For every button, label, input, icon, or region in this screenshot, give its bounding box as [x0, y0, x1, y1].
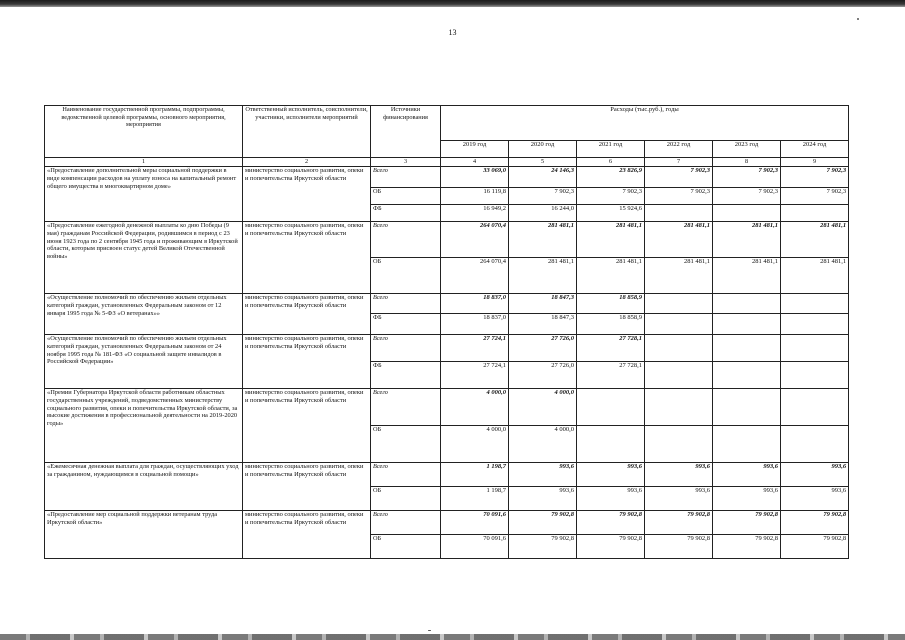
- measure-name: «Ежемесячная денежная выплата для граждан, осуществляющих уход за гражданином, нуждающимся в социальной помощи»: [45, 463, 243, 511]
- expense-value: [713, 314, 781, 335]
- expense-value: 281 481,1: [577, 222, 645, 258]
- expense-value: 7 902,3: [509, 188, 577, 205]
- expense-value: [781, 362, 849, 389]
- funding-source: Всего: [371, 335, 441, 362]
- funding-source: ОБ: [371, 487, 441, 511]
- expense-value: 1 198,7: [441, 487, 509, 511]
- column-number: 4: [441, 158, 509, 167]
- expense-value: 281 481,1: [577, 258, 645, 294]
- expense-value: 264 070,4: [441, 258, 509, 294]
- expense-value: [645, 389, 713, 426]
- expense-value: 79 902,8: [645, 511, 713, 535]
- expense-value: 16 949,2: [441, 205, 509, 222]
- expense-value: [645, 205, 713, 222]
- header-year: 2020 год: [509, 141, 577, 158]
- expense-value: [645, 314, 713, 335]
- column-number: 5: [509, 158, 577, 167]
- expense-value: 27 724,1: [441, 362, 509, 389]
- expense-value: 18 858,9: [577, 314, 645, 335]
- expense-value: 7 902,3: [781, 167, 849, 188]
- column-number-row: [45, 158, 849, 167]
- expense-value: [713, 362, 781, 389]
- expense-value: 264 070,4: [441, 222, 509, 258]
- expense-value: [577, 389, 645, 426]
- header-year: 2021 год: [577, 141, 645, 158]
- expense-value: 281 481,1: [509, 222, 577, 258]
- expense-value: 281 481,1: [781, 222, 849, 258]
- expense-value: 27 728,1: [577, 362, 645, 389]
- expense-value: 281 481,1: [509, 258, 577, 294]
- header-year: 2022 год: [645, 141, 713, 158]
- scan-edge-bottom: [0, 634, 905, 640]
- expense-value: [713, 294, 781, 314]
- expense-value: [645, 362, 713, 389]
- header-expenses: Расходы (тыс.руб.), годы: [441, 106, 849, 141]
- measure-name: «Предоставление дополнительной меры социальной поддержки в виде компенсации расходов на уплату взноса на капитальный ремонт общего имущества в многоквартирном доме»: [45, 167, 243, 222]
- expense-value: [781, 294, 849, 314]
- expense-value: 70 091,6: [441, 511, 509, 535]
- expense-value: [781, 335, 849, 362]
- column-number: 9: [781, 158, 849, 167]
- expense-value: 15 924,6: [577, 205, 645, 222]
- expense-value: 993,6: [509, 487, 577, 511]
- expense-value: 993,6: [509, 463, 577, 487]
- column-number: 2: [243, 158, 371, 167]
- table-row: [45, 294, 849, 314]
- funding-source: Всего: [371, 463, 441, 487]
- measure-name: «Премии Губернатора Иркутской области работникам областных государственных учреждений, подведомственных министерству социального развития, опеки и попечительства Иркутской области, за высокие достижения в профессиональной деятельности на 2019-2020 годы»: [45, 389, 243, 463]
- funding-source: ОБ: [371, 258, 441, 294]
- expense-value: 33 069,0: [441, 167, 509, 188]
- funding-source: Всего: [371, 511, 441, 535]
- executor-name: министерство социального развития, опеки и попечительства Иркутской области: [243, 463, 371, 511]
- expense-value: 993,6: [645, 487, 713, 511]
- table-row: [45, 222, 849, 258]
- executor-name: министерство социального развития, опеки и попечительства Иркутской области: [243, 511, 371, 559]
- header-source: Источники финансирования: [371, 106, 441, 158]
- executor-name: министерство социального развития, опеки и попечительства Иркутской области: [243, 335, 371, 389]
- table-row: [45, 389, 849, 426]
- expense-value: [645, 426, 713, 463]
- expense-value: 281 481,1: [713, 222, 781, 258]
- funding-source: Всего: [371, 222, 441, 258]
- expense-value: 281 481,1: [781, 258, 849, 294]
- funding-source: ФБ: [371, 314, 441, 335]
- expense-value: [781, 426, 849, 463]
- column-number: 6: [577, 158, 645, 167]
- expense-value: 23 826,9: [577, 167, 645, 188]
- expense-value: [781, 389, 849, 426]
- measure-name: «Осуществление полномочий по обеспечению жильем отдельных категорий граждан, установленных Федеральным законом от 24 ноября 1995 года № 181-ФЗ «О социальной защите инвалидов в Российской Федерации»: [45, 335, 243, 389]
- column-number: 1: [45, 158, 243, 167]
- table-row: [45, 511, 849, 535]
- funding-source: ОБ: [371, 535, 441, 559]
- expense-value: [713, 335, 781, 362]
- expense-value: 281 481,1: [713, 258, 781, 294]
- table-row: [45, 463, 849, 487]
- expense-value: 4 000,0: [441, 389, 509, 426]
- expense-value: 27 724,1: [441, 335, 509, 362]
- table-row: [45, 167, 849, 188]
- measure-name: «Предоставление мер социальной поддержки ветеранам труда Иркутской области»: [45, 511, 243, 559]
- expense-value: 281 481,1: [645, 222, 713, 258]
- expense-value: 79 902,8: [509, 535, 577, 559]
- expense-value: 7 902,3: [645, 167, 713, 188]
- header-year: 2024 год: [781, 141, 849, 158]
- expense-value: 7 902,3: [577, 188, 645, 205]
- executor-name: министерство социального развития, опеки и попечительства Иркутской области: [243, 389, 371, 463]
- table-row: [45, 335, 849, 362]
- expense-value: 18 847,3: [509, 294, 577, 314]
- expense-value: 79 902,8: [713, 511, 781, 535]
- header-year: 2019 год: [441, 141, 509, 158]
- executor-name: министерство социального развития, опеки и попечительства Иркутской области: [243, 294, 371, 335]
- expense-value: 24 146,3: [509, 167, 577, 188]
- expense-value: 79 902,8: [781, 511, 849, 535]
- expense-value: 16 244,0: [509, 205, 577, 222]
- column-number: 3: [371, 158, 441, 167]
- scan-edge-top: [0, 0, 905, 7]
- executor-name: министерство социального развития, опеки и попечительства Иркутской области: [243, 167, 371, 222]
- funding-source: Всего: [371, 167, 441, 188]
- executor-name: министерство социального развития, опеки и попечительства Иркутской области: [243, 222, 371, 294]
- expense-value: 993,6: [577, 463, 645, 487]
- funding-source: ОБ: [371, 188, 441, 205]
- expense-value: 993,6: [645, 463, 713, 487]
- funding-source: ФБ: [371, 205, 441, 222]
- expense-value: 18 847,3: [509, 314, 577, 335]
- expense-value: 4 000,0: [509, 426, 577, 463]
- funding-source: ОБ: [371, 426, 441, 463]
- expense-value: 79 902,8: [781, 535, 849, 559]
- expense-value: 70 091,6: [441, 535, 509, 559]
- expense-value: [713, 389, 781, 426]
- expense-value: 79 902,8: [577, 535, 645, 559]
- expense-value: [781, 205, 849, 222]
- header-year: 2023 год: [713, 141, 781, 158]
- expense-value: 79 902,8: [509, 511, 577, 535]
- expense-value: [713, 205, 781, 222]
- expense-value: 993,6: [713, 487, 781, 511]
- expense-value: 993,6: [781, 487, 849, 511]
- expense-value: 993,6: [713, 463, 781, 487]
- expense-value: 27 726,0: [509, 362, 577, 389]
- expense-value: 18 837,0: [441, 294, 509, 314]
- expense-value: 7 902,3: [713, 167, 781, 188]
- expense-value: 1 198,7: [441, 463, 509, 487]
- funding-source: Всего: [371, 389, 441, 426]
- expense-value: [645, 294, 713, 314]
- expense-value: 79 902,8: [645, 535, 713, 559]
- measure-name: «Осуществление полномочий по обеспечению жильем отдельных категорий граждан, установленных Федеральным законом от 12 января 1995 года № 5-ФЗ «О ветеранах»»: [45, 294, 243, 335]
- funding-source: Всего: [371, 294, 441, 314]
- expense-value: 4 000,0: [509, 389, 577, 426]
- expense-value: 18 837,0: [441, 314, 509, 335]
- expense-value: 79 902,8: [713, 535, 781, 559]
- page-number: 13: [448, 28, 457, 37]
- expense-value: 993,6: [781, 463, 849, 487]
- expense-value: 7 902,3: [713, 188, 781, 205]
- funding-source: ФБ: [371, 362, 441, 389]
- expense-value: [577, 426, 645, 463]
- measure-name: «Предоставление ежегодной денежной выплаты ко дню Победы (9 мая) гражданам Российской Федерации, родившимся в период с 23 июня 1923 года по 2 сентября 1945 года и проживающим в Иркутской области, которым присвоен статус детей Великой Отечественной войны»: [45, 222, 243, 294]
- column-number: 7: [645, 158, 713, 167]
- table-body: [45, 167, 849, 559]
- scan-speck: [857, 18, 859, 20]
- expense-value: 281 481,1: [645, 258, 713, 294]
- expense-value: [713, 426, 781, 463]
- expense-value: [781, 314, 849, 335]
- expense-value: 7 902,3: [645, 188, 713, 205]
- expense-value: 7 902,3: [781, 188, 849, 205]
- budget-table: [44, 105, 849, 559]
- expense-value: 4 000,0: [441, 426, 509, 463]
- expense-value: 27 728,1: [577, 335, 645, 362]
- header-name: Наименование государственной программы, подпрограммы, ведомственной целевой программы, основного мероприятия, мероприятия: [45, 106, 243, 158]
- expense-value: 18 858,9: [577, 294, 645, 314]
- scan-speck: [428, 630, 431, 631]
- expense-value: 27 726,0: [509, 335, 577, 362]
- expense-value: 79 902,8: [577, 511, 645, 535]
- expense-value: 993,6: [577, 487, 645, 511]
- header-executor: Ответственный исполнитель, соисполнители, участники, исполнители мероприятий: [243, 106, 371, 158]
- expense-value: 16 119,8: [441, 188, 509, 205]
- expense-value: [645, 335, 713, 362]
- column-number: 8: [713, 158, 781, 167]
